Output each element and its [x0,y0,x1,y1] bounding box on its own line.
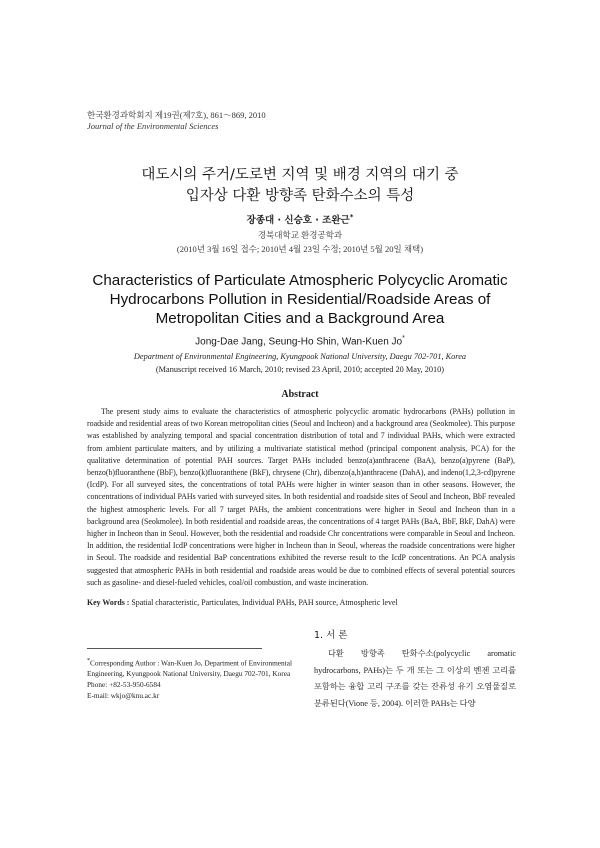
english-authors [0,335,600,347]
english-author-names: Jong-Dae Jang, Seung-Ho Shin, Wan-Kuen Jo [195,336,403,348]
keywords-text: Spatial characteristic, Particulates, Individual PAHs, PAH source, Atmospheric level [131,598,398,607]
footnote-text: Corresponding Author : Wan-Kuen Jo, Department of Environmental Engineering, Kyungpook National University, Daegu 702-701, Korea [87,658,292,679]
footnote-email: E-mail: wkjo@knu.ac.kr [87,691,160,701]
korean-author-names: 장종대 · 신승호 · 조완근 [246,215,350,226]
korean-affiliation: 경북대학교 환경공학과 [257,230,343,240]
korean-title-line1: 대도시의 주거/도로변 지역 및 배경 지역의 대기 중 [141,167,459,183]
english-title-line1: Characteristics of Particulate Atmospheric Polycyclic Aromatic [92,272,508,289]
english-title [60,271,540,328]
section-heading: 1. 서 론 [314,630,348,641]
footnote-phone: Phone: +82-53-950-6584 [87,680,161,690]
journal-citation: 한국환경과학회지 제19권(제7호), 861～869, 2010 [87,110,266,120]
abstract-text: The present study aims to evaluate the characteristics of atmospheric polycyclic aromatic hydrocarbons (PAHs) pollution in roadside and residential areas of two Korean metropolitan cities (Seoul and Incheon) and a background area (Seokmolee). This purpose was established by analyzing temporal and spacial concentration distribution of total and 7 individual PAHs, which were extracted from ambient particulate matters, and by utilizing a multivariate statistical method (principal component analysis, PCA) for the qualitative determination of potential PAH sources. Target PAHs included benzo(a)anthracene (BaA), benzo(a)pyrene (BaP), benzo(b)fluoranthene (BbF), benzo(k)fluoranthene (BkF), chrysene (Chr), dibenzo(a,h)anthracene (DahA), and indeno(1,2,3-cd)pyrene (IcdP). For all surveyed sites, the concentrations of total PAHs were higher in winter season than in other seasons. However, the concentrations of individual PAHs varied with surveyed sites. In both residential and roadside sites of Seoul and Incheon, BbF revealed the highest atmospheric levels. For all 7 target PAHs, the ambient concentrations were higher in Seoul and Incheon than in a background area (Seokmolee). In both residential and roadside areas, the concentrations of 4 target PAHs (BaA, BbF, BkF, DahA) were higher in Incheon than in Seoul. However, both the residential and roadside Chr concentrations were comparable in Seoul and Incheon. In addition, the residential IcdP concentrations were higher in Incheon than in Seoul, whereas the roadside concentrations were higher in Seoul. The roadside and residential BaP concentrations exhibited the reverse result to the IcdP concentrations. An PCA analysis suggested that atmospheric PAHs in both residential and roadside areas would be due to combined effects of several potential sources such as gasoline- and diesel-fueled vehicles, coal/oil combustion, and waste incineration. [87,407,515,587]
korean-title-line2: 입자상 다환 방향족 탄화수소의 특성 [185,188,415,204]
english-title-line3: Metropolitan Cities and a Background Area [155,310,445,327]
corresponding-mark-en: * [402,335,405,342]
introduction-text: 다환 방향족 탄화수소(polycyclic aromatic hydrocarbons, PAHs)는 두 개 또는 그 이상의 벤젠 고리를 포함하는 융합 고리 구조를 갖는 잔류성 유기 오염물질로 분류된다(Vione 등, 2004). 이러한 PAHs는 다양 [314,649,516,708]
footnote-divider [87,648,262,649]
abstract-heading: Abstract [281,389,319,400]
corresponding-footnote [87,656,297,701]
keywords [87,598,515,607]
english-title-line2: Hydrocarbons Pollution in Residential/Roadside Areas of [109,291,491,308]
korean-authors [0,212,600,226]
corresponding-mark: * [349,212,354,221]
keywords-label: Key Words : [87,598,132,607]
footnote-mark: * [87,658,91,664]
korean-dates: (2010년 3월 16일 접수; 2010년 4월 23일 수정; 2010년 5월 20일 채택) [176,244,424,254]
journal-name: Journal of the Environmental Sciences [87,121,219,131]
manuscript-dates: (Manuscript received 16 March, 2010; revised 23 April, 2010; accepted 20 May, 2010) [155,365,445,374]
journal-header [87,110,266,132]
english-affiliation: Department of Environmental Engineering, Kyungpook National University, Daegu 702-701, Korea [133,352,467,361]
korean-title [40,165,560,207]
